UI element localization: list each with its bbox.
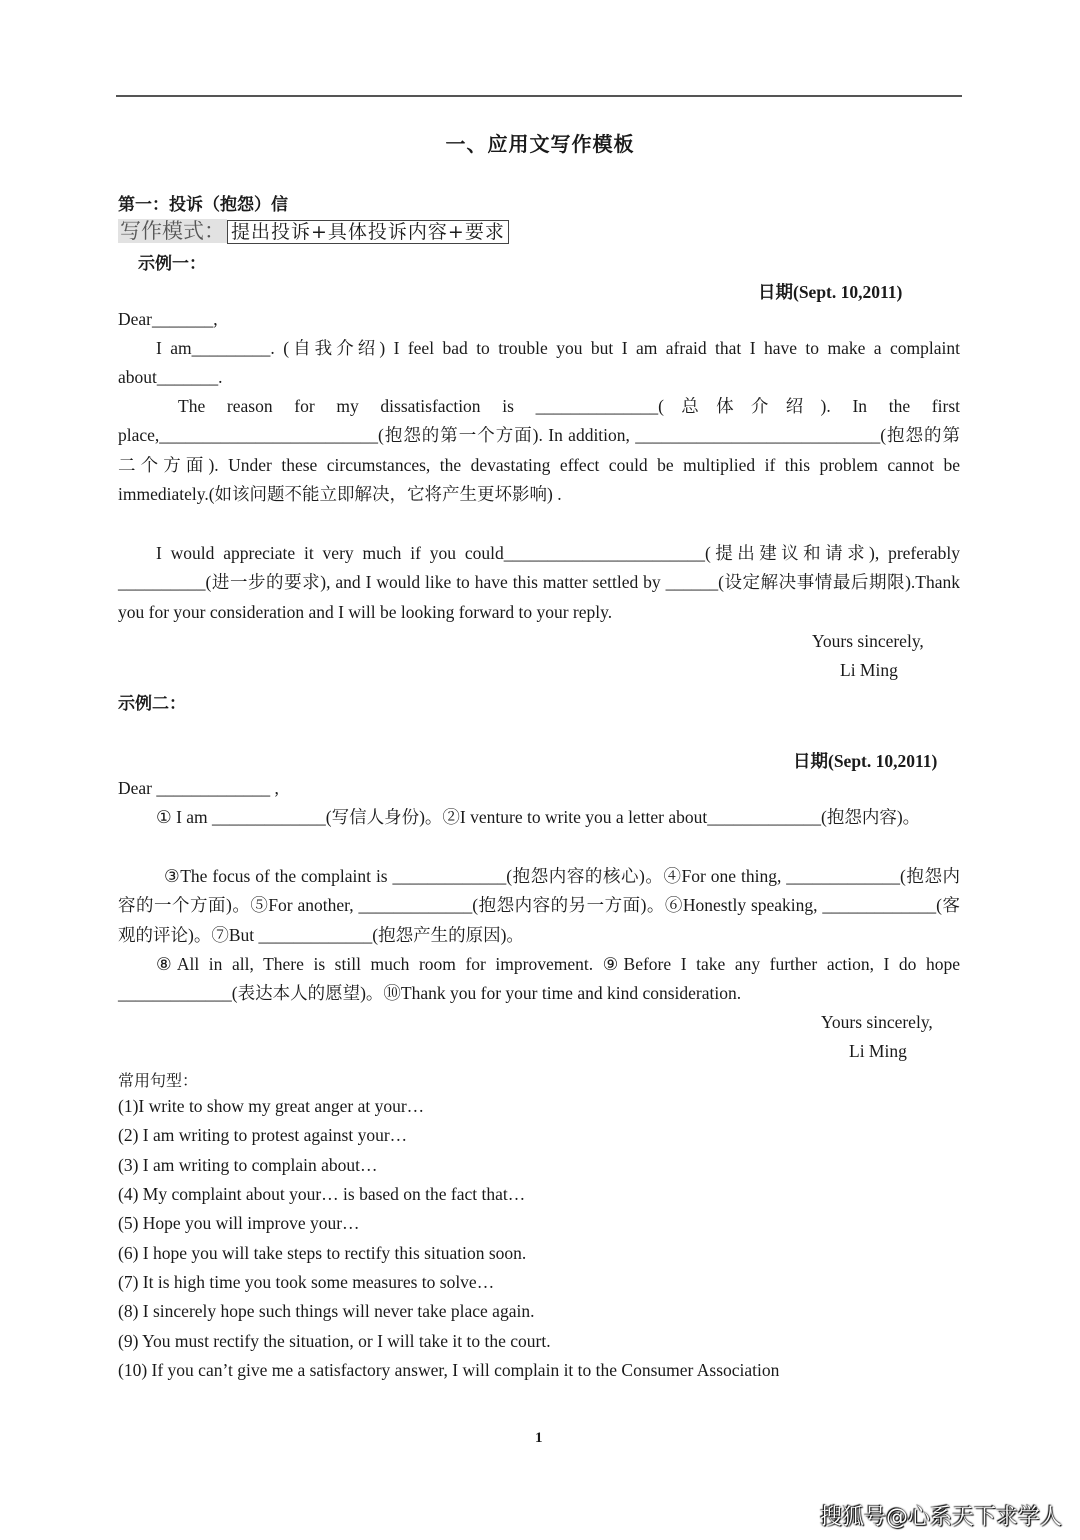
list-item: (1)I write to show my great anger at your… — [118, 1096, 425, 1116]
writing-mode-box: 提出投诉+具体投诉内容+要求 — [227, 220, 509, 244]
example2-paragraph-3: ⑧All in all, There is still much room for improvement. ⑨Before I take any further action, I do hope _____________(表达本人的愿望)。⑩Thank you for your time and kind consideration. — [118, 954, 960, 1004]
header-rule — [116, 95, 962, 97]
example2-paragraph-1: ① I am _____________(写信人身份)。②I venture to write you a letter about_____________(抱怨内容)。 — [156, 807, 921, 827]
common-sentences-label: 常用句型： — [118, 1071, 199, 1090]
example2-label: 示例二： — [118, 694, 186, 714]
watermark: 搜狐号@心系天下求学人 — [820, 1505, 1063, 1530]
example2-paragraph-2: ③The focus of the complaint is _____________(抱怨内容的核心)。④For one thing, _____________(抱怨内容的一个方面)。⑤For another, _____________(抱怨内容的另一方面)。⑥Honestly speaking, _____________(客观的评论)。⑦But _____________(抱怨产生的原因)。 — [118, 866, 960, 945]
example1-greeting: Dear_______, — [118, 309, 218, 329]
example1-date: 日期(Sept. 10,2011) — [758, 282, 903, 302]
writing-mode-label: 写作模式： — [120, 219, 225, 243]
page-number: 1 — [535, 1430, 543, 1446]
example2-date: 日期(Sept. 10,2011) — [793, 751, 938, 771]
writing-mode-row — [118, 215, 509, 245]
list-item: (3) I am writing to complain about… — [118, 1155, 378, 1175]
example1-signature: Li Ming — [840, 660, 898, 680]
example1-label: 示例一： — [138, 254, 206, 274]
example2-closing: Yours sincerely, — [821, 1012, 933, 1032]
list-item: (2) I am writing to protest against your… — [118, 1125, 408, 1145]
example1-paragraph-1: I am_________. (自我介绍) I feel bad to trouble you but I am afraid that I have to make a complaint about_______. — [118, 338, 960, 388]
page-title: 一、应用文写作模板 — [445, 132, 635, 156]
list-item: (5) Hope you will improve your… — [118, 1213, 360, 1233]
list-item: (6) I hope you will take steps to rectify this situation soon. — [118, 1243, 527, 1263]
example1-closing: Yours sincerely, — [812, 631, 924, 651]
list-item: (7) It is high time you took some measures to solve… — [118, 1272, 495, 1292]
example1-paragraph-3: I would appreciate it very much if you could_______________________(提出建议和请求), preferably __________(进一步的要求), and I would like to have this matter settled by ______(设定解决事情最后期限).Thank you for your consideration and I will be looking forward to your reply. — [118, 543, 960, 622]
example1-paragraph-2: The reason for my dissatisfaction is ______________(总体介绍). In the first place,_________________________(抱怨的第一个方面). In addition, ____________________________(抱怨的第二个方面). Under these circumstances, the devastating effect could be multiplied if this problem cannot be immediately.(如该问题不能立即解决，它将产生更坏影响) . — [118, 396, 960, 504]
example2-signature: Li Ming — [849, 1041, 907, 1061]
list-item: (9) You must rectify the situation, or I will take it to the court. — [118, 1331, 551, 1351]
list-item: (4) My complaint about your… is based on the fact that… — [118, 1184, 526, 1204]
section-heading: 第一：投诉（抱怨）信 — [118, 195, 288, 215]
list-item: (8) I sincerely hope such things will never take place again. — [118, 1301, 535, 1321]
list-item: (10) If you can’t give me a satisfactory answer, I will complain it to the Consumer Association — [118, 1360, 780, 1380]
example2-greeting: Dear _____________ , — [118, 778, 279, 798]
